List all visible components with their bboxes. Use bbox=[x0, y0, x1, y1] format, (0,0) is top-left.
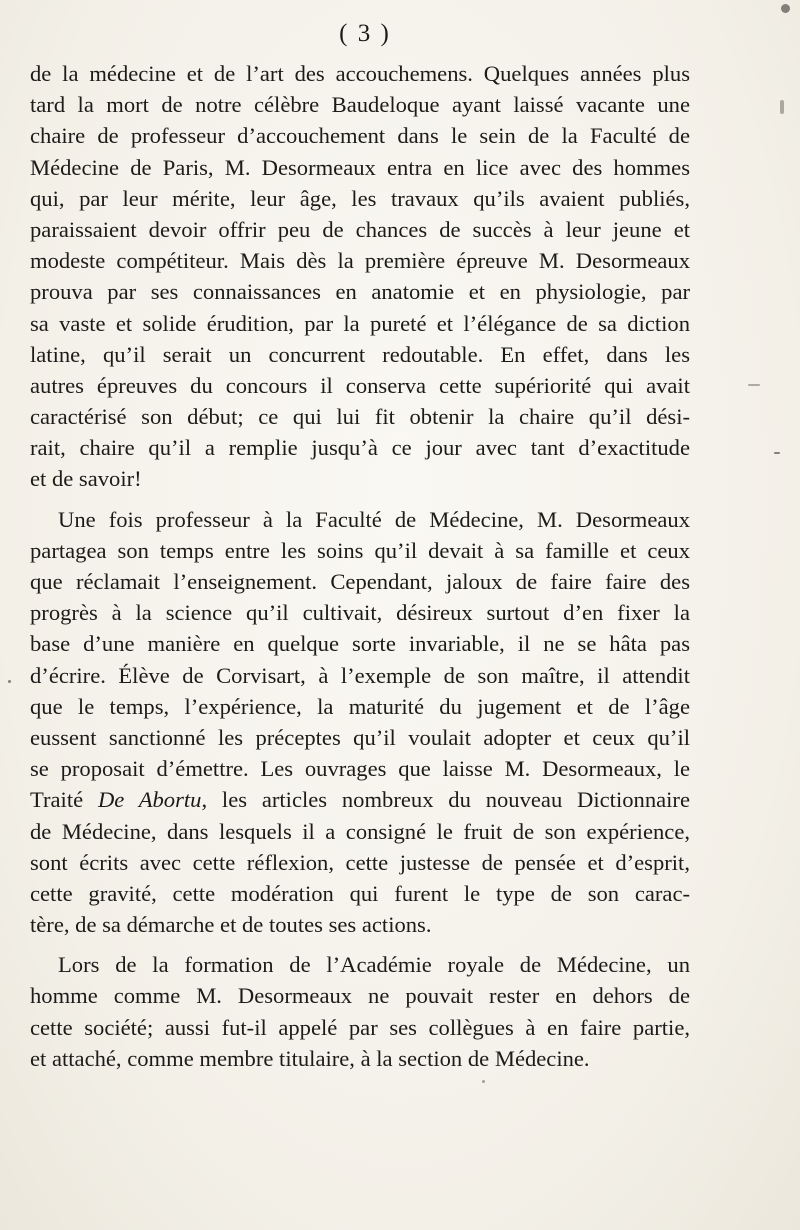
scan-speck bbox=[748, 384, 760, 386]
text-line: paraissaient devoir offrir peu de chances de succès à leur jeune et bbox=[30, 216, 690, 242]
book-title-de-abortu: De Abortu bbox=[97, 787, 202, 813]
text-line: qui, par leur mérite, leur âge, les travaux qu’ils avaient publiés, bbox=[30, 185, 690, 211]
text-line: eussent sanctionné les préceptes qu’il voulait adopter et ceux qu’il bbox=[30, 724, 690, 750]
text-line: Médecine de Paris, M. Desormeaux entra en lice avec des hommes bbox=[30, 154, 690, 180]
text-line: prouva par ses connaissances en anatomie et en physiologie, par bbox=[30, 279, 690, 305]
scan-speck bbox=[774, 452, 780, 454]
text-line: cette société; aussi fut-il appelé par ses collègues à en faire partie, bbox=[30, 1014, 690, 1040]
traite-prefix: Traité bbox=[30, 787, 98, 813]
traite-suffix: , les articles nombreux du nouveau Dictionnaire bbox=[201, 787, 690, 813]
text-line: progrès à la science qu’il cultivait, désireux surtout d’en fixer la bbox=[30, 600, 690, 626]
text-line: autres épreuves du concours il conserva cette supériorité qui avait bbox=[30, 372, 690, 398]
page-number: ( 3 ) bbox=[339, 20, 391, 47]
text-line: cette gravité, cette modération qui furent le type de son carac- bbox=[30, 880, 690, 906]
text-line: tère, de sa démarche et de toutes ses actions. bbox=[30, 912, 432, 938]
scan-speck bbox=[8, 680, 11, 683]
text-line: homme comme M. Desormeaux ne pouvait rester en dehors de bbox=[30, 983, 690, 1009]
text-line: de la médecine et de l’art des accouchemens. Quelques années plus bbox=[30, 61, 690, 86]
text-line: rait, chaire qu’il a remplie jusqu’à ce jour avec tant d’exactitude bbox=[30, 435, 690, 461]
text-line: et attaché, comme membre titulaire, à la section de Médecine. bbox=[30, 1045, 590, 1071]
text-line: et de savoir! bbox=[30, 466, 142, 492]
text-line: base d’une manière en quelque sorte invariable, il ne se hâta pas bbox=[30, 631, 690, 657]
text-line: d’écrire. Élève de Corvisart, à l’exemple de son maître, il attendit bbox=[30, 662, 690, 688]
text-line: que le temps, l’expérience, la maturité du jugement et de l’âge bbox=[30, 693, 690, 719]
text-line: caractérisé son début; ce qui lui fit obtenir la chaire qu’il dési- bbox=[30, 404, 690, 430]
text-line: que réclamait l’enseignement. Cependant, jaloux de faire faire des bbox=[30, 569, 690, 594]
scan-speck bbox=[781, 4, 790, 13]
text-line: sa vaste et solide érudition, par la pureté et l’élégance de sa diction bbox=[30, 310, 690, 336]
scan-speck bbox=[482, 1080, 485, 1083]
text-line: partagea son temps entre les soins qu’il devait à sa famille et ceux bbox=[30, 537, 690, 563]
paragraph-3 bbox=[30, 949, 690, 1074]
text-line: Une fois professeur à la Faculté de Médecine, M. Desormeaux bbox=[58, 506, 690, 532]
text-line: sont écrits avec cette réflexion, cette justesse de pensée et d’esprit, bbox=[30, 849, 690, 875]
paragraph-1 bbox=[30, 58, 690, 495]
text-line: tard la mort de notre célèbre Baudeloque ayant laissé vacante une bbox=[30, 92, 690, 118]
text-line: modeste compétiteur. Mais dès la première épreuve M. Desormeaux bbox=[30, 248, 690, 274]
text-line: se proposait d’émettre. Les ouvrages que laisse M. Desormeaux, le bbox=[30, 756, 690, 782]
text-line: Lors de la formation de l’Académie royale de Médecine, un bbox=[58, 952, 690, 978]
text-line: de Médecine, dans lesquels il a consigné le fruit de son expérience, bbox=[30, 818, 690, 844]
text-line: chaire de professeur d’accouchement dans le sein de la Faculté de bbox=[30, 123, 690, 149]
paragraph-2 bbox=[30, 504, 690, 941]
text-line: latine, qu’il serait un concurrent redoutable. En effet, dans les bbox=[30, 341, 690, 367]
scan-speck bbox=[780, 100, 784, 114]
body-text bbox=[30, 58, 690, 1074]
text-line-traite bbox=[30, 784, 690, 815]
